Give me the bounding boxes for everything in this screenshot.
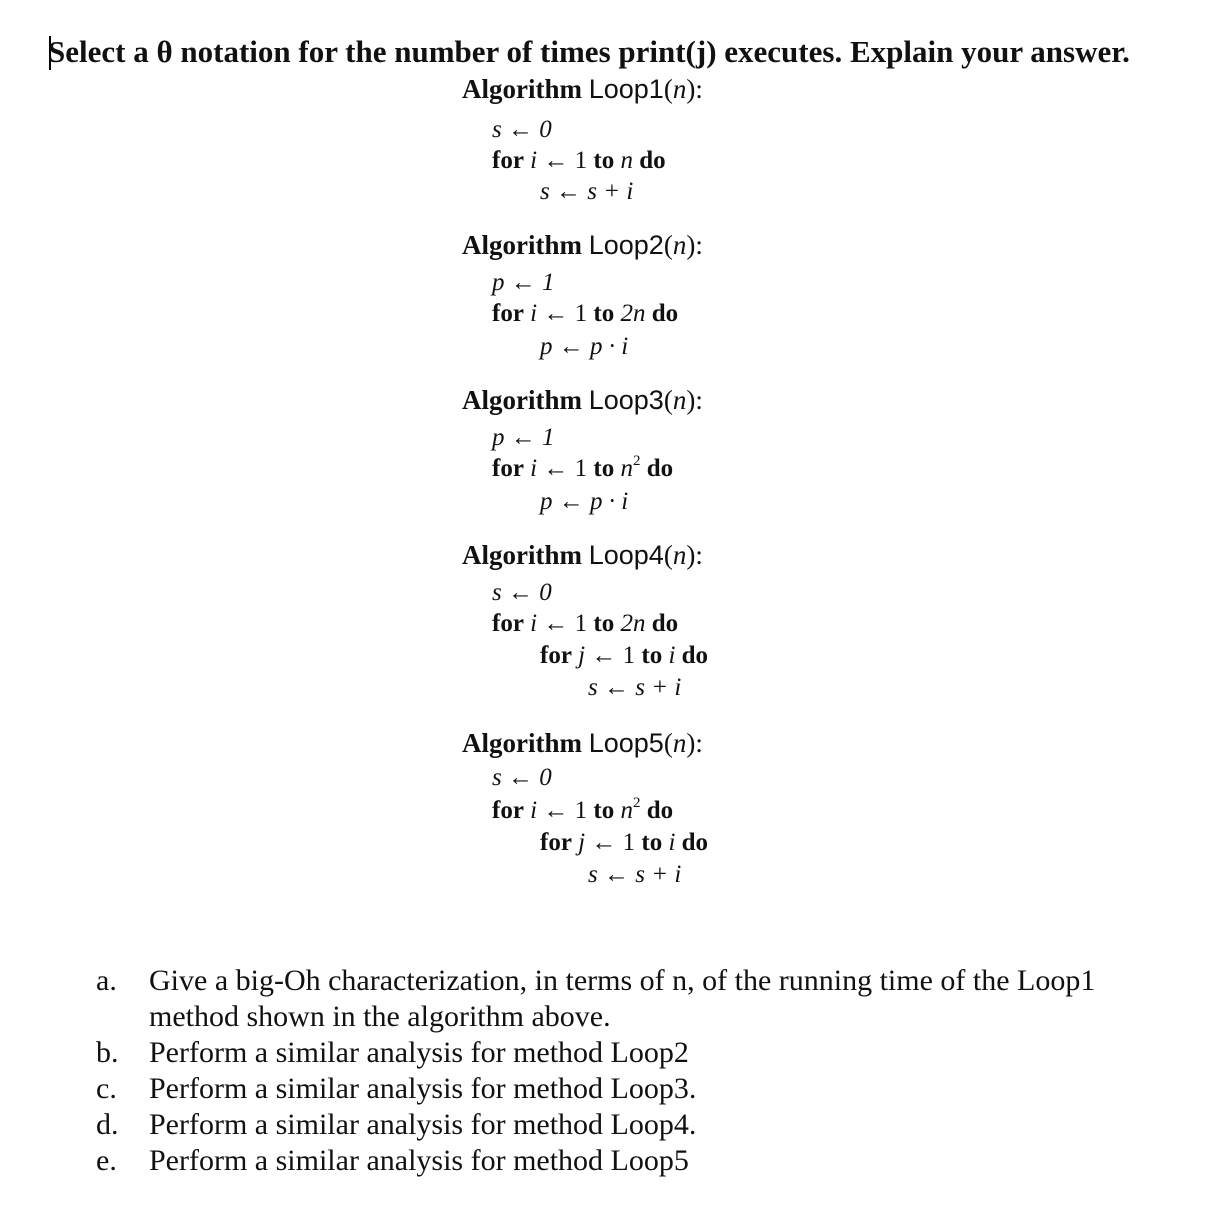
- code-line: for j ← 1 to i do: [540, 642, 709, 669]
- code-line: s ← s + i: [540, 178, 634, 205]
- question-list: [96, 963, 1096, 1179]
- code-line: s ← 0: [492, 764, 552, 791]
- code-line: for i ← 1 to 2n do: [492, 610, 679, 637]
- question-label: c.: [96, 1072, 117, 1105]
- question-label: a.: [96, 964, 117, 997]
- code-line: p ← p · i: [540, 333, 629, 360]
- code-line: s ← s + i: [588, 861, 682, 888]
- algorithm-title: Algorithm Loop5(n):: [462, 728, 703, 758]
- code-line: s ← s + i: [588, 674, 682, 701]
- code-line: s ← 0: [492, 116, 552, 143]
- code-line: p ← p · i: [540, 488, 629, 515]
- question-text: Give a big-Oh characterization, in terms of n, of the running time of the Loop1 method shown in the algorithm above.: [149, 964, 1096, 1033]
- code-line: for i ← 1 to 2n do: [492, 300, 679, 327]
- algorithm-loop2: [462, 228, 703, 360]
- algorithm-loop5: [462, 726, 709, 888]
- page-heading: Select a θ notation for the number of times print(j) executes. Explain your answer.: [48, 34, 1130, 69]
- code-line: s ← 0: [492, 579, 552, 606]
- code-line: p ← 1: [492, 269, 555, 296]
- question-label: e.: [96, 1144, 117, 1177]
- algorithm-loop4: [462, 538, 709, 701]
- code-line: for i ← 1 to $n^2$ do: [492, 795, 674, 824]
- question-item: [96, 963, 1096, 1035]
- algorithm-loop3: [462, 383, 703, 515]
- question-text: Perform a similar analysis for method Loop3.: [149, 1072, 697, 1105]
- question-item: [96, 1143, 1096, 1179]
- question-item: [96, 1071, 1096, 1107]
- question-text: Perform a similar analysis for method Loop2: [149, 1036, 689, 1069]
- algorithm-loop1: [462, 72, 703, 205]
- code-line: for i ← 1 to $n^2$ do: [492, 453, 674, 482]
- code-line: p ← 1: [492, 424, 555, 451]
- code-line: for i ← 1 to n do: [492, 147, 666, 174]
- question-item: [96, 1107, 1096, 1143]
- algorithm-title: Algorithm Loop3(n):: [462, 385, 703, 415]
- code-line: for j ← 1 to i do: [540, 829, 709, 856]
- question-text: Perform a similar analysis for method Loop5: [149, 1144, 689, 1177]
- algorithm-title: Algorithm Loop4(n):: [462, 540, 703, 570]
- question-label: d.: [96, 1108, 119, 1141]
- question-label: b.: [96, 1036, 119, 1069]
- algorithm-title: Algorithm Loop1(n):: [462, 74, 703, 104]
- question-item: [96, 1035, 1096, 1071]
- algorithm-title: Algorithm Loop2(n):: [462, 230, 703, 260]
- question-text: Perform a similar analysis for method Loop4.: [149, 1108, 697, 1141]
